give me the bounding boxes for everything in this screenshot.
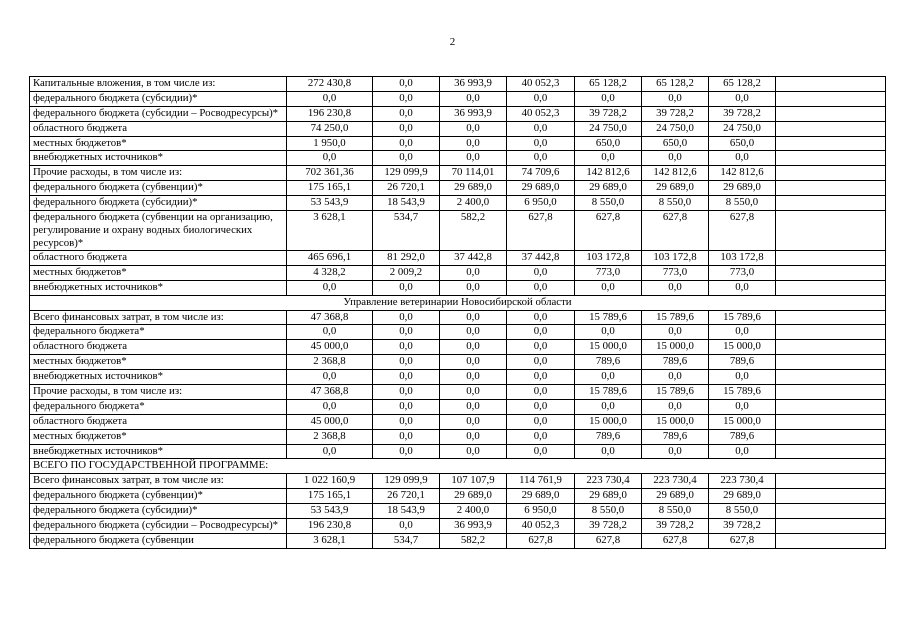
value-cell: 45 000,0	[287, 340, 373, 355]
section-header: Управление ветеринарии Новосибирской области	[30, 295, 886, 310]
value-cell: 0,0	[373, 370, 440, 385]
value-cell: 1 950,0	[287, 136, 373, 151]
value-cell: 0,0	[440, 121, 507, 136]
value-cell	[776, 181, 886, 196]
value-cell: 40 052,3	[507, 106, 575, 121]
table-row	[30, 166, 886, 181]
value-cell: 26 720,1	[373, 489, 440, 504]
value-cell: 142 812,6	[575, 166, 642, 181]
row-label: областного бюджета	[30, 121, 287, 136]
section-header-row	[30, 295, 886, 310]
value-cell: 582,2	[440, 211, 507, 251]
table-row	[30, 310, 886, 325]
value-cell: 103 172,8	[709, 251, 776, 266]
value-cell: 0,0	[373, 414, 440, 429]
value-cell: 0,0	[709, 370, 776, 385]
value-cell: 29 689,0	[440, 489, 507, 504]
table-row	[30, 399, 886, 414]
value-cell: 0,0	[373, 91, 440, 106]
value-cell: 789,6	[642, 355, 709, 370]
value-cell: 3 628,1	[287, 211, 373, 251]
value-cell: 0,0	[507, 399, 575, 414]
value-cell: 65 128,2	[575, 77, 642, 92]
value-cell	[776, 310, 886, 325]
value-cell	[776, 151, 886, 166]
value-cell: 0,0	[440, 136, 507, 151]
value-cell: 29 689,0	[709, 489, 776, 504]
value-cell: 0,0	[709, 151, 776, 166]
table-row	[30, 519, 886, 534]
value-cell	[776, 136, 886, 151]
value-cell: 0,0	[575, 151, 642, 166]
value-cell: 0,0	[642, 325, 709, 340]
value-cell: 0,0	[373, 385, 440, 400]
value-cell: 0,0	[575, 91, 642, 106]
table-row	[30, 106, 886, 121]
value-cell: 15 789,6	[575, 310, 642, 325]
value-cell	[776, 265, 886, 280]
value-cell: 24 750,0	[575, 121, 642, 136]
value-cell: 175 165,1	[287, 489, 373, 504]
value-cell: 0,0	[642, 444, 709, 459]
value-cell: 0,0	[440, 91, 507, 106]
value-cell: 0,0	[287, 444, 373, 459]
row-label: федерального бюджета (субвенции	[30, 533, 287, 548]
value-cell: 223 730,4	[642, 474, 709, 489]
value-cell: 0,0	[440, 340, 507, 355]
row-label: местных бюджетов*	[30, 429, 287, 444]
value-cell	[776, 106, 886, 121]
table-row	[30, 533, 886, 548]
value-cell: 24 750,0	[642, 121, 709, 136]
value-cell: 0,0	[373, 106, 440, 121]
value-cell: 15 789,6	[575, 385, 642, 400]
value-cell: 0,0	[642, 370, 709, 385]
row-label: федерального бюджета (субсидии)*	[30, 504, 287, 519]
value-cell	[776, 504, 886, 519]
row-label: внебюджетных источников*	[30, 370, 287, 385]
value-cell: 0,0	[440, 385, 507, 400]
value-cell: 24 750,0	[709, 121, 776, 136]
value-cell: 18 543,9	[373, 196, 440, 211]
value-cell: 789,6	[709, 429, 776, 444]
value-cell	[776, 121, 886, 136]
value-cell: 0,0	[507, 151, 575, 166]
row-label: областного бюджета	[30, 414, 287, 429]
budget-table	[29, 76, 886, 549]
value-cell: 534,7	[373, 533, 440, 548]
value-cell: 142 812,6	[642, 166, 709, 181]
value-cell: 0,0	[507, 385, 575, 400]
value-cell: 650,0	[709, 136, 776, 151]
value-cell	[776, 166, 886, 181]
table-row	[30, 444, 886, 459]
value-cell	[776, 533, 886, 548]
value-cell: 15 000,0	[642, 340, 709, 355]
value-cell: 0,0	[507, 370, 575, 385]
value-cell: 70 114,01	[440, 166, 507, 181]
table-row	[30, 385, 886, 400]
value-cell: 129 099,9	[373, 166, 440, 181]
value-cell: 0,0	[373, 151, 440, 166]
value-cell: 15 000,0	[642, 414, 709, 429]
value-cell: 534,7	[373, 211, 440, 251]
value-cell: 0,0	[373, 280, 440, 295]
value-cell: 0,0	[507, 310, 575, 325]
table-row	[30, 504, 886, 519]
value-cell	[776, 77, 886, 92]
value-cell: 0,0	[373, 136, 440, 151]
value-cell: 0,0	[440, 265, 507, 280]
value-cell: 773,0	[709, 265, 776, 280]
table-row	[30, 151, 886, 166]
value-cell: 0,0	[287, 399, 373, 414]
program-total-heading: ВСЕГО ПО ГОСУДАРСТВЕННОЙ ПРОГРАММЕ:	[30, 459, 886, 474]
value-cell: 0,0	[507, 444, 575, 459]
value-cell: 650,0	[575, 136, 642, 151]
value-cell: 0,0	[440, 444, 507, 459]
value-cell: 0,0	[507, 414, 575, 429]
value-cell: 142 812,6	[709, 166, 776, 181]
value-cell: 789,6	[575, 429, 642, 444]
value-cell: 15 789,6	[709, 310, 776, 325]
value-cell: 0,0	[642, 91, 709, 106]
table-row	[30, 355, 886, 370]
value-cell: 0,0	[507, 325, 575, 340]
value-cell: 29 689,0	[709, 181, 776, 196]
table-row	[30, 251, 886, 266]
value-cell	[776, 444, 886, 459]
value-cell: 37 442,8	[507, 251, 575, 266]
value-cell: 0,0	[642, 399, 709, 414]
table-row	[30, 474, 886, 489]
value-cell	[776, 211, 886, 251]
row-label: федерального бюджета (субвенции на организацию, регулирование и охрану водных биологических ресурсов)*	[30, 211, 287, 251]
value-cell: 29 689,0	[440, 181, 507, 196]
value-cell: 627,8	[507, 533, 575, 548]
value-cell: 0,0	[440, 399, 507, 414]
value-cell: 0,0	[440, 280, 507, 295]
value-cell: 0,0	[440, 370, 507, 385]
value-cell: 0,0	[709, 280, 776, 295]
table-row	[30, 280, 886, 295]
value-cell: 129 099,9	[373, 474, 440, 489]
value-cell: 15 789,6	[642, 385, 709, 400]
value-cell: 29 689,0	[575, 181, 642, 196]
page-number: 2	[449, 36, 456, 48]
value-cell: 39 728,2	[642, 106, 709, 121]
value-cell: 627,8	[507, 211, 575, 251]
value-cell: 8 550,0	[709, 504, 776, 519]
value-cell	[776, 340, 886, 355]
value-cell: 0,0	[373, 325, 440, 340]
value-cell: 53 543,9	[287, 196, 373, 211]
value-cell: 0,0	[373, 355, 440, 370]
row-label: федерального бюджета (субвенции)*	[30, 489, 287, 504]
value-cell: 0,0	[287, 151, 373, 166]
value-cell: 223 730,4	[709, 474, 776, 489]
value-cell: 789,6	[575, 355, 642, 370]
value-cell: 0,0	[373, 310, 440, 325]
value-cell: 74 250,0	[287, 121, 373, 136]
row-label: федерального бюджета (субсидии – Росводресурсы)*	[30, 106, 287, 121]
value-cell: 2 400,0	[440, 504, 507, 519]
value-cell: 36 993,9	[440, 106, 507, 121]
value-cell: 773,0	[642, 265, 709, 280]
value-cell: 0,0	[575, 280, 642, 295]
value-cell: 2 368,8	[287, 429, 373, 444]
value-cell: 0,0	[507, 265, 575, 280]
value-cell: 0,0	[575, 399, 642, 414]
row-label: внебюджетных источников*	[30, 151, 287, 166]
value-cell	[776, 251, 886, 266]
row-label: местных бюджетов*	[30, 136, 287, 151]
value-cell: 15 789,6	[642, 310, 709, 325]
value-cell: 114 761,9	[507, 474, 575, 489]
value-cell: 0,0	[440, 325, 507, 340]
value-cell: 39 728,2	[575, 519, 642, 534]
row-label: Прочие расходы, в том числе из:	[30, 385, 287, 400]
value-cell: 40 052,3	[507, 519, 575, 534]
value-cell: 8 550,0	[642, 196, 709, 211]
value-cell: 6 950,0	[507, 504, 575, 519]
value-cell: 15 789,6	[709, 385, 776, 400]
row-label: федерального бюджета (субвенции)*	[30, 181, 287, 196]
value-cell: 0,0	[709, 91, 776, 106]
value-cell: 627,8	[575, 533, 642, 548]
value-cell: 15 000,0	[709, 414, 776, 429]
value-cell	[776, 489, 886, 504]
value-cell: 0,0	[507, 136, 575, 151]
value-cell: 18 543,9	[373, 504, 440, 519]
value-cell: 0,0	[709, 399, 776, 414]
value-cell: 0,0	[642, 151, 709, 166]
value-cell: 39 728,2	[575, 106, 642, 121]
value-cell: 0,0	[440, 414, 507, 429]
value-cell: 465 696,1	[287, 251, 373, 266]
value-cell: 15 000,0	[709, 340, 776, 355]
value-cell: 702 361,36	[287, 166, 373, 181]
program-total-row	[30, 459, 886, 474]
value-cell: 47 368,8	[287, 310, 373, 325]
value-cell	[776, 474, 886, 489]
table-row	[30, 136, 886, 151]
value-cell: 0,0	[373, 444, 440, 459]
value-cell: 2 368,8	[287, 355, 373, 370]
value-cell	[776, 91, 886, 106]
value-cell: 29 689,0	[507, 181, 575, 196]
value-cell: 0,0	[507, 91, 575, 106]
value-cell	[776, 399, 886, 414]
value-cell	[776, 414, 886, 429]
value-cell: 0,0	[287, 370, 373, 385]
row-label: федерального бюджета*	[30, 325, 287, 340]
value-cell: 0,0	[373, 429, 440, 444]
value-cell: 40 052,3	[507, 77, 575, 92]
value-cell: 272 430,8	[287, 77, 373, 92]
row-label: федерального бюджета (субсидии)*	[30, 196, 287, 211]
table-row	[30, 429, 886, 444]
value-cell: 15 000,0	[575, 414, 642, 429]
value-cell: 0,0	[440, 151, 507, 166]
row-label: внебюджетных источников*	[30, 444, 287, 459]
value-cell: 74 709,6	[507, 166, 575, 181]
value-cell: 196 230,8	[287, 106, 373, 121]
value-cell: 8 550,0	[575, 196, 642, 211]
value-cell: 36 993,9	[440, 77, 507, 92]
value-cell: 789,6	[642, 429, 709, 444]
value-cell: 8 550,0	[642, 504, 709, 519]
value-cell: 0,0	[507, 340, 575, 355]
table-row	[30, 181, 886, 196]
row-label: федерального бюджета (субсидии)*	[30, 91, 287, 106]
value-cell: 0,0	[287, 280, 373, 295]
value-cell: 627,8	[575, 211, 642, 251]
value-cell: 0,0	[440, 429, 507, 444]
table-row	[30, 121, 886, 136]
value-cell: 39 728,2	[709, 106, 776, 121]
row-label: областного бюджета	[30, 251, 287, 266]
value-cell: 0,0	[575, 325, 642, 340]
value-cell: 0,0	[373, 340, 440, 355]
value-cell: 47 368,8	[287, 385, 373, 400]
row-label: областного бюджета	[30, 340, 287, 355]
value-cell: 29 689,0	[642, 181, 709, 196]
value-cell: 0,0	[440, 355, 507, 370]
value-cell	[776, 196, 886, 211]
value-cell: 0,0	[373, 121, 440, 136]
row-label: Капитальные вложения, в том числе из:	[30, 77, 287, 92]
value-cell: 8 550,0	[709, 196, 776, 211]
value-cell: 0,0	[440, 310, 507, 325]
value-cell: 39 728,2	[709, 519, 776, 534]
value-cell: 0,0	[287, 91, 373, 106]
value-cell: 3 628,1	[287, 533, 373, 548]
value-cell: 582,2	[440, 533, 507, 548]
value-cell: 0,0	[373, 77, 440, 92]
value-cell: 29 689,0	[642, 489, 709, 504]
value-cell: 223 730,4	[575, 474, 642, 489]
row-label: Всего финансовых затрат, в том числе из:	[30, 474, 287, 489]
row-label: местных бюджетов*	[30, 265, 287, 280]
value-cell: 0,0	[507, 429, 575, 444]
value-cell: 65 128,2	[709, 77, 776, 92]
value-cell: 45 000,0	[287, 414, 373, 429]
value-cell: 0,0	[709, 444, 776, 459]
value-cell: 39 728,2	[642, 519, 709, 534]
value-cell: 789,6	[709, 355, 776, 370]
value-cell: 0,0	[373, 519, 440, 534]
value-cell: 0,0	[575, 370, 642, 385]
value-cell: 627,8	[709, 211, 776, 251]
value-cell: 36 993,9	[440, 519, 507, 534]
table-row	[30, 414, 886, 429]
value-cell: 0,0	[373, 399, 440, 414]
value-cell: 650,0	[642, 136, 709, 151]
value-cell: 103 172,8	[575, 251, 642, 266]
value-cell: 26 720,1	[373, 181, 440, 196]
value-cell: 37 442,8	[440, 251, 507, 266]
value-cell: 53 543,9	[287, 504, 373, 519]
value-cell: 2 400,0	[440, 196, 507, 211]
value-cell: 107 107,9	[440, 474, 507, 489]
value-cell: 4 328,2	[287, 265, 373, 280]
row-label: местных бюджетов*	[30, 355, 287, 370]
value-cell: 103 172,8	[642, 251, 709, 266]
table-row	[30, 265, 886, 280]
value-cell: 15 000,0	[575, 340, 642, 355]
value-cell: 0,0	[642, 280, 709, 295]
row-label: Прочие расходы, в том числе из:	[30, 166, 287, 181]
value-cell: 6 950,0	[507, 196, 575, 211]
table-row	[30, 211, 886, 251]
value-cell: 627,8	[642, 533, 709, 548]
value-cell: 0,0	[709, 325, 776, 340]
value-cell: 773,0	[575, 265, 642, 280]
table-row	[30, 91, 886, 106]
table-row	[30, 196, 886, 211]
value-cell	[776, 280, 886, 295]
value-cell: 196 230,8	[287, 519, 373, 534]
value-cell: 175 165,1	[287, 181, 373, 196]
value-cell	[776, 429, 886, 444]
value-cell	[776, 370, 886, 385]
table-row	[30, 340, 886, 355]
value-cell: 2 009,2	[373, 265, 440, 280]
table-row	[30, 325, 886, 340]
value-cell: 0,0	[507, 121, 575, 136]
row-label: внебюджетных источников*	[30, 280, 287, 295]
value-cell: 8 550,0	[575, 504, 642, 519]
value-cell	[776, 385, 886, 400]
value-cell	[776, 355, 886, 370]
table-row	[30, 77, 886, 92]
value-cell: 1 022 160,9	[287, 474, 373, 489]
value-cell: 29 689,0	[575, 489, 642, 504]
value-cell: 627,8	[642, 211, 709, 251]
row-label: федерального бюджета (субсидии – Росводресурсы)*	[30, 519, 287, 534]
value-cell: 65 128,2	[642, 77, 709, 92]
value-cell: 0,0	[507, 355, 575, 370]
value-cell: 0,0	[507, 280, 575, 295]
value-cell: 627,8	[709, 533, 776, 548]
table-row	[30, 370, 886, 385]
value-cell	[776, 519, 886, 534]
value-cell: 81 292,0	[373, 251, 440, 266]
value-cell: 0,0	[287, 325, 373, 340]
value-cell: 29 689,0	[507, 489, 575, 504]
value-cell	[776, 325, 886, 340]
row-label: федерального бюджета*	[30, 399, 287, 414]
value-cell: 0,0	[575, 444, 642, 459]
row-label: Всего финансовых затрат, в том числе из:	[30, 310, 287, 325]
table-row	[30, 489, 886, 504]
